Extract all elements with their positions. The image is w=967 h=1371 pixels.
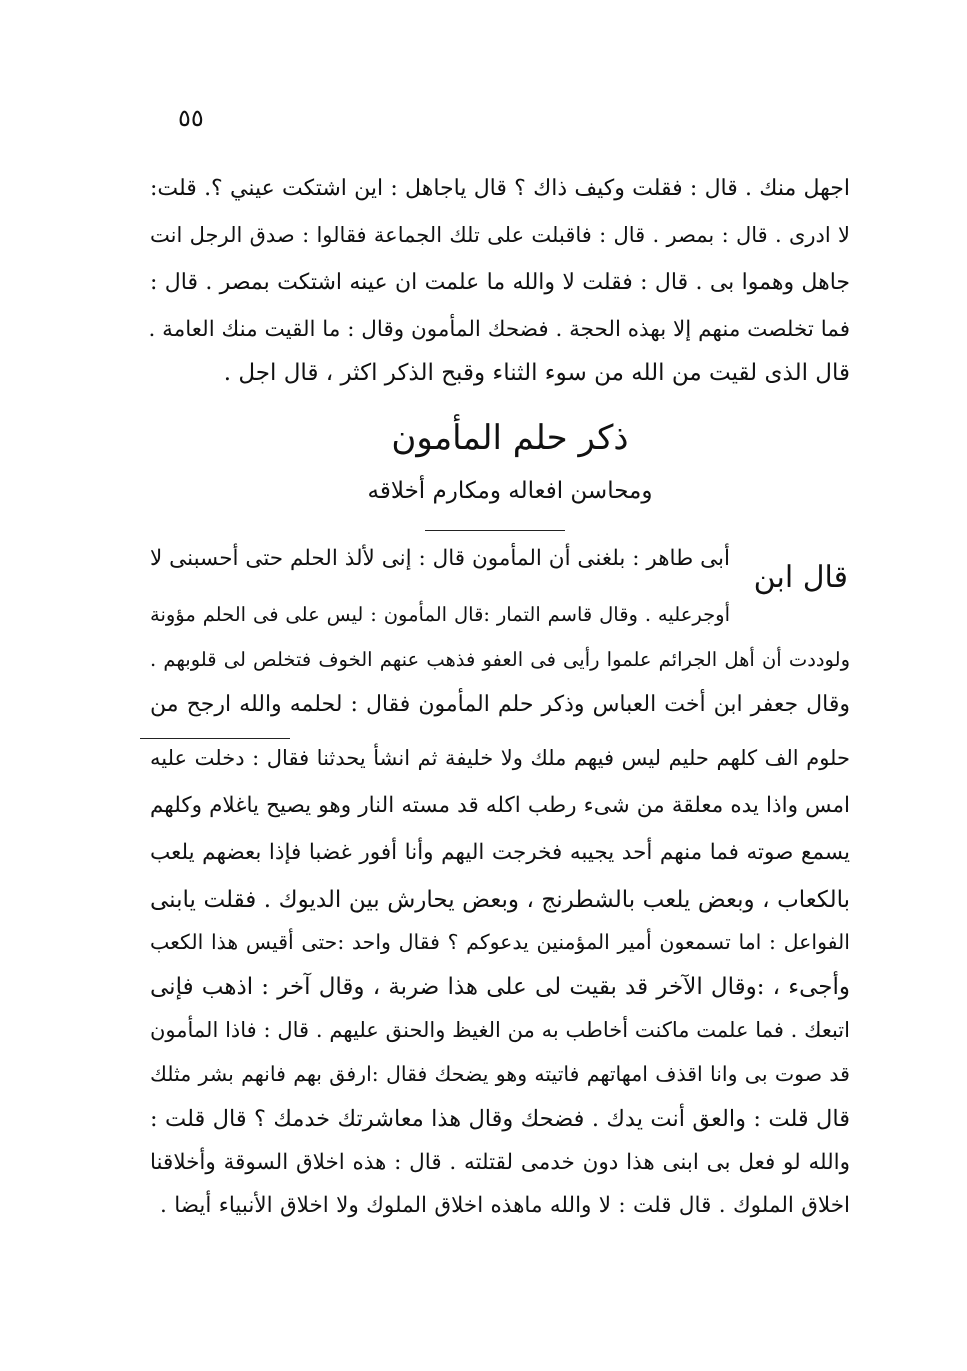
section-title: ذكر حلم المأمون <box>391 418 629 458</box>
page-number: ٥٥ <box>178 104 204 132</box>
text-line: قال الذى لقيت من الله من سوء الثناء وقبح الذكر اكثر ، قال اجل . <box>223 360 850 386</box>
text-line: جاهل وهموا بى . قال : فقلت لا والله ما علمت ان عينه اشتكت بمصر . قال : <box>150 270 850 295</box>
text-line: بالكعاب ، وبعض يلعب بالشطرنج ، وبعض يحارش بين الديوك . فقلت يابنى <box>150 887 850 913</box>
text-line: قد صوت بى وانا اقذف امهاتهم فاتيته وهو يضحك فقال :ارفق بهم فانهم بشر مثلك <box>150 1062 850 1086</box>
text-line: وأجىء ، :وقال الآخر قد بقيت لى على هذا ضربة ، وقال آخر : اذهب فإنى <box>150 974 850 1000</box>
text-line: أبى طاهر : بلغنى أن المأمون قال : إنى لألذ الحلم حتى أحسبنى لا <box>150 546 730 571</box>
text-line: اتبعك . فما علمت ماكنت أخاطب به من الغيظ والحنق عليهم . قال : فاذا المأمون <box>150 1018 850 1042</box>
side-label: قال ابن <box>753 560 848 595</box>
text-line: اخلاق الملوك . قال قلت : لا والله ماهذه اخلاق الملوك ولا اخلاق الأنبياء أيضا . <box>160 1193 850 1218</box>
section-divider <box>425 530 565 531</box>
text-line: والله لو فعل بى ابنى هذا دون خدمى لقتلته . قال : هذه اخلاق السوقة وأخلاقنا <box>150 1150 850 1175</box>
text-line: حلوم الف كلهم حليم ليس فيهم ملك ولا خليفة ثم انشأ يحدثنا فقال : دخلت عليه <box>150 746 850 770</box>
text-line: فما تخلصت منهم إلا بهذه الحجة . فضحك المأمون وقال : ما القيت منك العامة . <box>148 317 850 342</box>
text-line: أوجرعليه . وقال قاسم التمار :قال المأمون : ليس على فى الحلم مؤونة <box>150 603 730 626</box>
text-line: وقال جعفر ابن أخت العباس وذكر حلم المأمون فقال : لحلمه والله ارجح من <box>150 692 850 717</box>
text-line: قال قلت : والعق أنت يدك . فضحك وقال هذا معاشرتك خدمك ؟ قال قلت : <box>150 1106 850 1132</box>
short-rule <box>140 738 290 739</box>
text-line: لا ادرى . قال : بمصر . قال : فاقبلت على تلك الجماعة فقالوا : صدق الرجل انت <box>150 223 850 247</box>
text-line: اجهل منك . قال : فقلت وكيف ذاك ؟ قال ياجاهل : اين اشتكت عيني ؟. قلت: <box>150 176 850 201</box>
section-subtitle: ومحاسن افعاله ومكارم أخلاقه <box>367 478 653 504</box>
text-line: الفواعل : اما تسمعون أمير المؤمنين يدعوكم ؟ فقال واحد :حتى أقيس هذا الكعب <box>150 930 850 954</box>
text-line: يسمع صوته فما منهم أحد يجيبه فخرجت اليهم وأنا أفور غضبا فإذا بعضهم يلعب <box>150 840 850 865</box>
text-line: امس واذا يده معلقة من شىء رطب اكله قد مسته النار وهو يصيح ياغلام وكلهم <box>150 793 850 818</box>
text-line: ولوددت أن أهل الجرائم علموا رأيى فى العفو فذهب عنهم الخوف فتخلص لى قلوبهم . <box>150 648 850 671</box>
